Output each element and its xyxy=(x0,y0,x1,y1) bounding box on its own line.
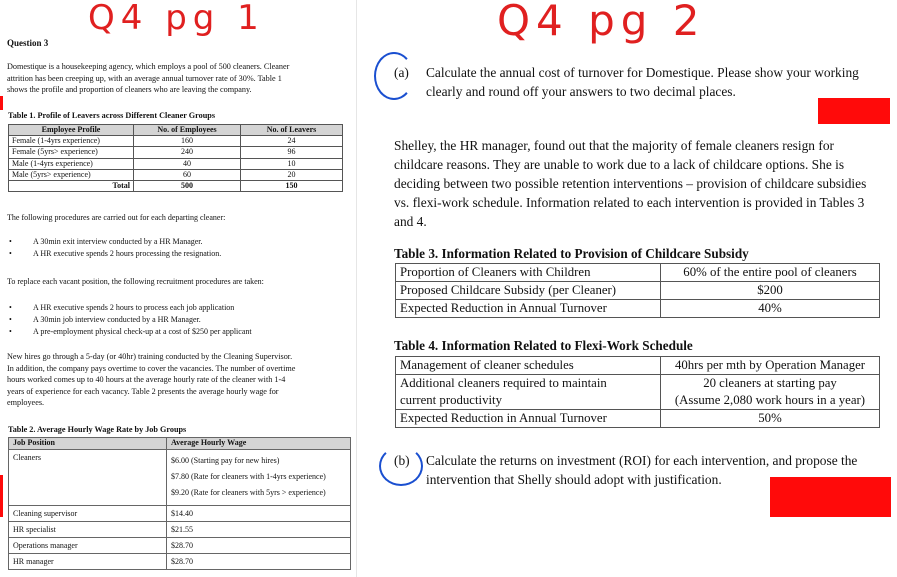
list-item: A pre-employment physical check-up at a cost of $250 per applicant xyxy=(33,327,252,336)
table2-header-row: Job Position Average Hourly Wage xyxy=(9,438,351,450)
shelley-paragraph: Shelley, the HR manager, found out that the majority of female cleaners resign for childcare reasons. They are unable to work due to a lack of childcare options. She is deciding between two possible retention interventions – provision of childcare subsidies vs. flexi-work schedule. Information related to each intervention is provided in Tables 3 and 4. xyxy=(394,138,867,229)
table-row: HR manager $28.70 xyxy=(9,554,351,570)
table1-header-row: Employee Profile No. of Employees No. of Leavers xyxy=(9,125,343,136)
table-row: Cleaners $6.00 (Starting pay for new hires) $7.80 (Rate for cleaners with 1-4yrs experience) $9.20 (Rate for cleaners with 5yrs > experience) xyxy=(9,450,351,506)
redaction-block xyxy=(818,98,890,124)
replace-intro: To replace each vacant position, the following recruitment procedures are taken: xyxy=(7,277,264,286)
table-row: Proportion of Cleaners with Children 60% of the entire pool of cleaners xyxy=(396,264,880,282)
redaction-mark xyxy=(0,475,3,517)
table-row: Female (1-4yrs experience) 160 24 xyxy=(9,136,343,147)
list-item: A 30min job interview conducted by a HR Manager. xyxy=(33,315,201,324)
part-b-label: (b) xyxy=(394,453,410,468)
table-row: Proposed Childcare Subsidy (per Cleaner) $200 xyxy=(396,282,880,300)
right-page xyxy=(357,0,897,577)
departing-intro: The following procedures are carried out for each departing cleaner: xyxy=(7,213,226,222)
table2-caption: Table 2. Average Hourly Wage Rate by Job Groups xyxy=(8,425,187,434)
bullet-icon: • xyxy=(9,327,12,336)
table4-caption: Table 4. Information Related to Flexi-Work Schedule xyxy=(394,338,693,353)
table1 xyxy=(8,124,343,192)
bullet-icon: • xyxy=(9,315,12,324)
left-page xyxy=(0,0,356,577)
bullet-icon: • xyxy=(9,237,12,246)
table-row: Operations manager $28.70 xyxy=(9,538,351,554)
replace-bullets xyxy=(9,302,339,340)
handwritten-page-label-right: Q4 pg 2 xyxy=(497,0,706,45)
part-a-label: (a) xyxy=(394,65,409,80)
list-item: A HR executive spends 2 hours to process each job application xyxy=(33,303,235,312)
table-row: HR specialist $21.55 xyxy=(9,522,351,538)
list-item: A 30min exit interview conducted by a HR Manager. xyxy=(33,237,203,246)
question-title: Question 3 xyxy=(7,38,49,48)
bullet-icon: • xyxy=(9,249,12,258)
list-item: A HR executive spends 2 hours processing the resignation. xyxy=(33,249,222,258)
training-paragraph: New hires go through a 5-day (or 40hr) training conducted by the Cleaning Supervisor. In addition, the company pays overtime to cover the vacancies. The number of overtime hours worked comes up to 40 hours at the average hourly rate of the cleaner with 1-4 years of experience for each vacancy. Table 2 presents the average hourly wage for employees. xyxy=(7,352,296,407)
table1-total-row: Total 500 150 xyxy=(9,180,343,191)
table-row: Additional cleaners required to maintain current productivity 20 cleaners at starting pay (Assume 2,080 work hours in a year) xyxy=(396,375,880,410)
table-row: Cleaning supervisor $14.40 xyxy=(9,506,351,522)
table-row: Expected Reduction in Annual Turnover 40% xyxy=(396,300,880,318)
table-row: Male (5yrs> experience) 60 20 xyxy=(9,169,343,180)
table1-caption: Table 1. Profile of Leavers across Different Cleaner Groups xyxy=(8,111,216,120)
table-row: Expected Reduction in Annual Turnover 50% xyxy=(396,410,880,428)
table3-caption: Table 3. Information Related to Provision of Childcare Subsidy xyxy=(394,246,749,261)
redaction-block xyxy=(770,477,891,517)
part-b-question: Calculate the returns on investment (ROI) for each intervention, and propose the intervention that Shelly should adopt with justification. xyxy=(426,453,858,487)
redaction-mark xyxy=(0,96,3,110)
table-row: Management of cleaner schedules 40hrs per mth by Operation Manager xyxy=(396,357,880,375)
table3 xyxy=(395,263,880,318)
departing-bullets xyxy=(9,236,339,262)
handwritten-page-label-left: Q4 pg 1 xyxy=(88,0,265,38)
bullet-icon: • xyxy=(9,303,12,312)
table2 xyxy=(8,437,351,570)
intro-paragraph: Domestique is a housekeeping agency, which employs a pool of 500 cleaners. Cleaner attrition has been creeping up, with an average annual turnover rate of 30%. Table 1 shows the profile and proportion of cleaners who are leaving the company. xyxy=(7,62,290,94)
table4 xyxy=(395,356,880,428)
table-row: Male (1-4yrs experience) 40 10 xyxy=(9,158,343,169)
table-row: Female (5yrs> experience) 240 96 xyxy=(9,147,343,158)
part-a-question: Calculate the annual cost of turnover for Domestique. Please show your working clearly and round off your answers to two decimal places. xyxy=(426,65,859,99)
